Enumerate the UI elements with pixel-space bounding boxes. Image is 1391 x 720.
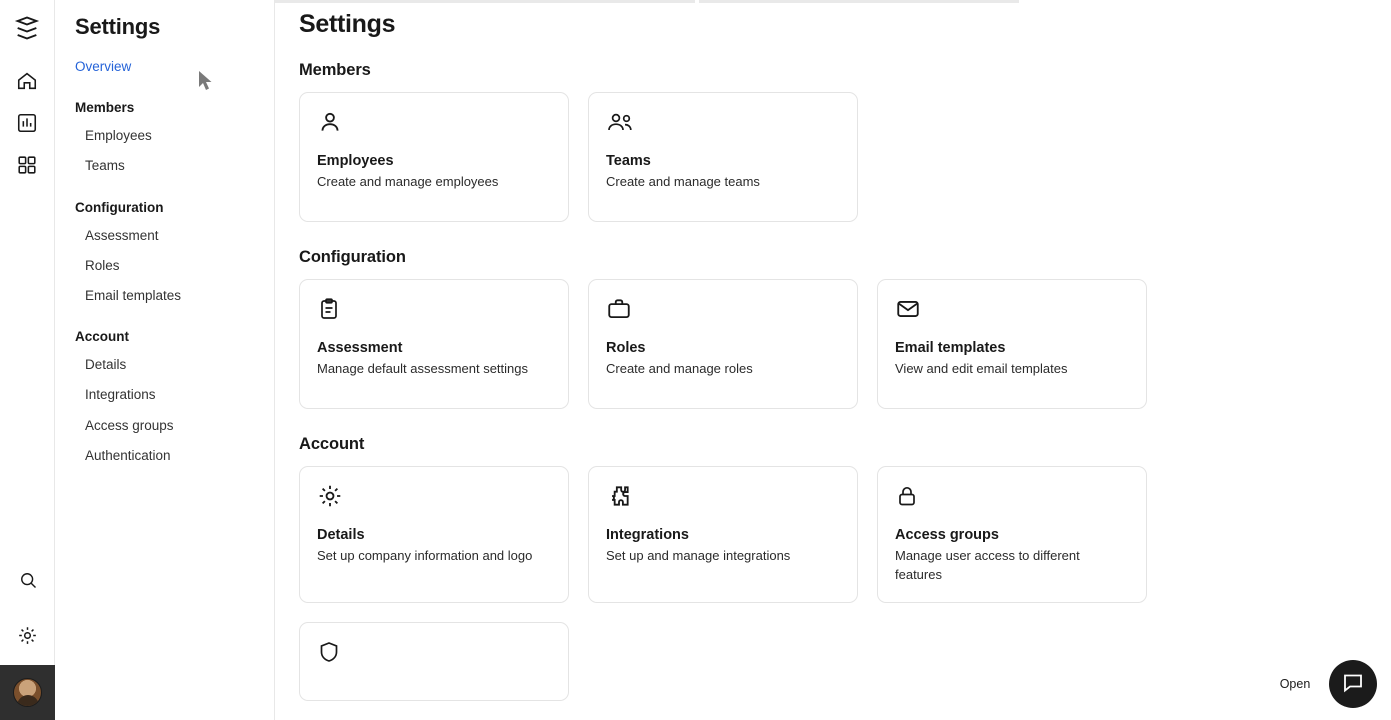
card-description: Manage default assessment settings: [317, 361, 529, 376]
section-title-members: Members: [299, 61, 371, 79]
main-content: [275, 0, 1391, 720]
window-strip-2: [699, 0, 1019, 3]
sidebar-item-details[interactable]: [81, 350, 258, 380]
card-description: View and edit email templates: [895, 361, 1068, 376]
sidebar-item-label: Authentication: [85, 447, 171, 463]
chat-icon: [1341, 670, 1365, 699]
gear-icon: [17, 625, 38, 651]
card-description: Manage user access to different features: [895, 548, 1080, 582]
nav-sub-configuration: [71, 221, 258, 312]
gear-icon: [317, 483, 551, 511]
rail-item-search[interactable]: [10, 564, 46, 600]
rail-item-home[interactable]: [9, 65, 45, 101]
page-title: Settings: [299, 10, 396, 38]
sidebar-item-label: Employees: [85, 128, 152, 144]
org-chart-icon: [16, 112, 38, 139]
sidebar-item-label: Roles: [85, 257, 120, 273]
section-title-configuration: Configuration: [299, 248, 406, 266]
card-description: Create and manage teams: [606, 174, 760, 189]
sidebar-item-integrations[interactable]: [81, 380, 258, 410]
sidebar-item-teams[interactable]: [81, 151, 258, 181]
person-icon: [317, 109, 551, 137]
open-label: Open: [1279, 677, 1311, 691]
card-email-templates[interactable]: [877, 279, 1147, 409]
sidebar-item-label: Teams: [85, 158, 125, 174]
card-title: Teams: [606, 153, 651, 169]
nav-sub-members: [71, 121, 258, 181]
section-members: [299, 61, 1367, 222]
rail-item-org-chart[interactable]: [9, 107, 45, 143]
card-title: Assessment: [317, 340, 403, 356]
sidebar-item-authentication[interactable]: [81, 441, 258, 471]
card-title: Email templates: [895, 340, 1006, 356]
shield-icon: [317, 639, 551, 667]
card-details[interactable]: [299, 466, 569, 603]
puzzle-icon: [606, 483, 840, 511]
card-assessment[interactable]: [299, 279, 569, 409]
sidebar-item-label: Overview: [75, 59, 132, 74]
nav-group-account: Account: [75, 329, 129, 345]
members-card-grid: [299, 92, 1367, 222]
sidebar-item-email-templates[interactable]: [81, 281, 258, 311]
app-rail: [0, 0, 55, 720]
nav-sub-account: [71, 350, 258, 471]
app-logo-icon[interactable]: [13, 14, 41, 47]
home-icon: [16, 70, 38, 97]
card-title: Integrations: [606, 527, 689, 543]
nav-group-members: Members: [75, 100, 135, 116]
chat-widget: [1271, 660, 1377, 708]
chat-open-button[interactable]: [1271, 660, 1319, 708]
card-title: Access groups: [895, 527, 999, 543]
account-card-grid: [299, 466, 1367, 701]
sidebar-item-employees[interactable]: [81, 121, 258, 151]
card-roles[interactable]: [588, 279, 858, 409]
card-description: Set up and manage integrations: [606, 548, 791, 563]
chat-message-button[interactable]: [1329, 660, 1377, 708]
section-title-account: Account: [299, 435, 365, 453]
window-strip-1: [275, 0, 695, 3]
sidebar-item-roles[interactable]: [81, 251, 258, 281]
card-employees[interactable]: [299, 92, 569, 222]
section-configuration: [299, 248, 1367, 409]
card-teams[interactable]: [588, 92, 858, 222]
card-access-groups[interactable]: [877, 466, 1147, 603]
search-icon: [18, 570, 38, 595]
card-title: Roles: [606, 340, 646, 356]
configuration-card-grid: [299, 279, 1367, 409]
card-description: Create and manage employees: [317, 174, 499, 189]
rail-bottom: [0, 564, 55, 720]
people-icon: [606, 109, 840, 137]
rail-item-profile[interactable]: [0, 665, 55, 720]
grid-apps-icon: [16, 154, 38, 181]
nav-group-configuration: Configuration: [75, 199, 164, 215]
nav-title: Settings: [75, 14, 161, 39]
card-title: Employees: [317, 153, 394, 169]
settings-nav: [55, 0, 275, 720]
envelope-icon: [895, 296, 1129, 324]
card-authentication[interactable]: [299, 622, 569, 701]
avatar: [13, 678, 42, 707]
card-description: Create and manage roles: [606, 361, 753, 376]
rail-item-apps[interactable]: [9, 149, 45, 185]
sidebar-item-label: Assessment: [85, 227, 159, 243]
card-description: Set up company information and logo: [317, 548, 533, 563]
card-title: Details: [317, 527, 365, 543]
sidebar-item-label: Access groups: [85, 417, 174, 433]
sidebar-item-access-groups[interactable]: [81, 411, 258, 441]
card-integrations[interactable]: [588, 466, 858, 603]
sidebar-item-label: Email templates: [85, 287, 182, 303]
section-account: [299, 435, 1367, 701]
lock-icon: [895, 483, 1129, 511]
sidebar-item-overview[interactable]: [71, 52, 258, 82]
rail-item-settings[interactable]: [0, 610, 55, 665]
sidebar-item-assessment[interactable]: [81, 221, 258, 251]
clipboard-icon: [317, 296, 551, 324]
sidebar-item-label: Details: [85, 357, 127, 373]
briefcase-icon: [606, 296, 840, 324]
sidebar-item-label: Integrations: [85, 387, 156, 403]
